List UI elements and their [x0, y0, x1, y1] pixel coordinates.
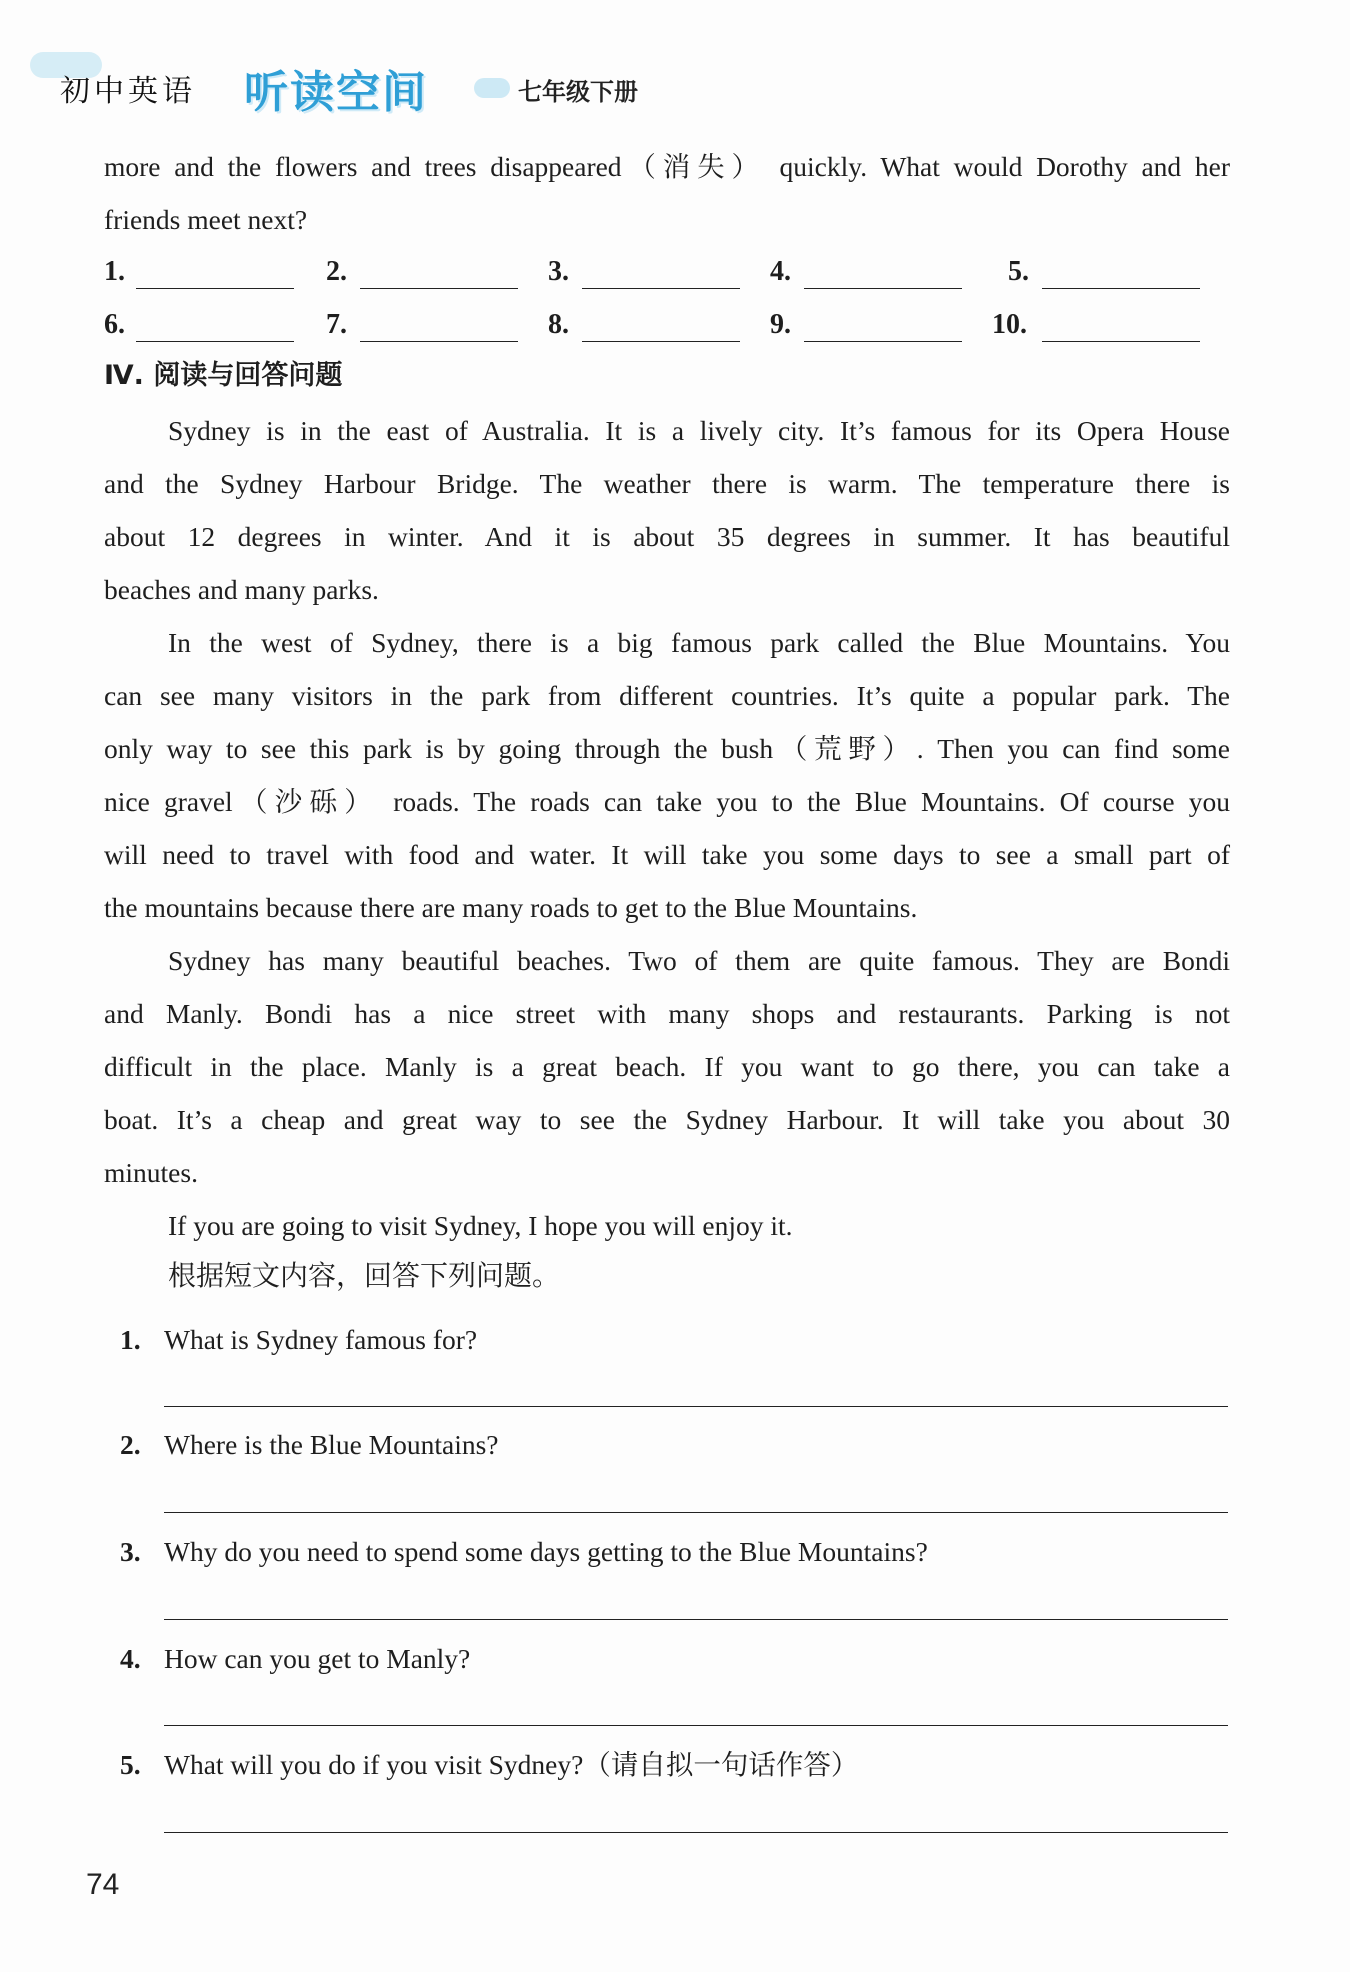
book-title: 初中英语	[60, 74, 196, 109]
passage-line: only way to see this park is by going through the bush（荒野）. Then you can find some	[104, 733, 1230, 764]
answer-blank-8[interactable]	[582, 341, 740, 342]
passage-line: Sydney is in the east of Australia. It is a lively city. It’s famous for its Opera House	[168, 415, 1230, 446]
page-number: 74	[86, 1868, 120, 1901]
blank-label: 1.	[104, 256, 125, 287]
answer-line-3[interactable]	[164, 1619, 1228, 1620]
passage-line: nice gravel（沙砾） roads. The roads can take you to the Blue Mountains. Of course you	[104, 786, 1230, 817]
passage-line: about 12 degrees in winter. And it is about 35 degrees in summer. It has beautiful	[104, 521, 1230, 552]
series-logo: 听读空间	[244, 67, 428, 118]
answer-blank-3[interactable]	[582, 288, 740, 289]
blank-label: 9.	[770, 309, 791, 340]
question-number: 5.	[120, 1749, 141, 1780]
passage-line: In the west of Sydney, there is a big famous park called the Blue Mountains. You	[168, 627, 1230, 658]
cloud-icon	[474, 78, 510, 98]
passage-line: minutes.	[104, 1157, 198, 1188]
answer-blank-1[interactable]	[136, 288, 294, 289]
blank-label: 7.	[326, 309, 347, 340]
question-number: 2.	[120, 1429, 141, 1460]
continuation-line-1: more and the flowers and trees disappeared（消失） quickly. What would Dorothy and her	[104, 151, 1230, 182]
answer-blank-5[interactable]	[1042, 288, 1200, 289]
passage-line: boat. It’s a cheap and great way to see the Sydney Harbour. It will take you about 30	[104, 1104, 1230, 1135]
blank-label: 2.	[326, 256, 347, 287]
answer-blank-9[interactable]	[804, 341, 962, 342]
blank-label: 6.	[104, 309, 125, 340]
passage-line: can see many visitors in the park from different countries. It’s quite a popular park. The	[104, 680, 1230, 711]
answer-line-1[interactable]	[164, 1406, 1228, 1407]
continuation-line-2: friends meet next?	[104, 204, 308, 235]
question-text: Why do you need to spend some days getting to the Blue Mountains?	[164, 1536, 928, 1567]
passage-line: beaches and many parks.	[104, 574, 379, 605]
passage-line: the mountains because there are many roads to get to the Blue Mountains.	[104, 892, 918, 923]
answer-blank-7[interactable]	[360, 341, 518, 342]
passage-line: will need to travel with food and water. It will take you some days to see a small part of	[104, 839, 1230, 870]
section-title: Ⅳ. 阅读与回答问题	[104, 360, 343, 391]
question-instruction: 根据短文内容，回答下列问题。	[168, 1259, 561, 1292]
passage-line: difficult in the place. Manly is a great beach. If you want to go there, you can take a	[104, 1051, 1230, 1082]
answer-line-2[interactable]	[164, 1512, 1228, 1513]
answer-line-4[interactable]	[164, 1725, 1228, 1726]
question-text: How can you get to Manly?	[164, 1643, 471, 1674]
passage-line: Sydney has many beautiful beaches. Two of them are quite famous. They are Bondi	[168, 945, 1230, 976]
blank-label: 4.	[770, 256, 791, 287]
answer-blank-6[interactable]	[136, 341, 294, 342]
blank-label: 5.	[1008, 256, 1029, 287]
blank-label: 3.	[548, 256, 569, 287]
passage-line: and Manly. Bondi has a nice street with many shops and restaurants. Parking is not	[104, 998, 1230, 1029]
answer-blank-4[interactable]	[804, 288, 962, 289]
question-text: What will you do if you visit Sydney?（请自拟一句话作答）	[164, 1749, 859, 1780]
answer-line-5[interactable]	[164, 1832, 1228, 1833]
answer-blank-10[interactable]	[1042, 341, 1200, 342]
question-number: 1.	[120, 1324, 141, 1355]
blank-label: 8.	[548, 309, 569, 340]
blank-label: 10.	[992, 309, 1027, 340]
passage-line: and the Sydney Harbour Bridge. The weather there is warm. The temperature there is	[104, 468, 1230, 499]
question-text: Where is the Blue Mountains?	[164, 1429, 499, 1460]
question-text: What is Sydney famous for?	[164, 1324, 478, 1355]
passage-line: If you are going to visit Sydney, I hope you will enjoy it.	[168, 1210, 793, 1241]
answer-blank-2[interactable]	[360, 288, 518, 289]
question-number: 3.	[120, 1536, 141, 1567]
question-number: 4.	[120, 1643, 141, 1674]
page-header	[30, 48, 730, 128]
grade-label: 七年级下册	[518, 78, 638, 106]
